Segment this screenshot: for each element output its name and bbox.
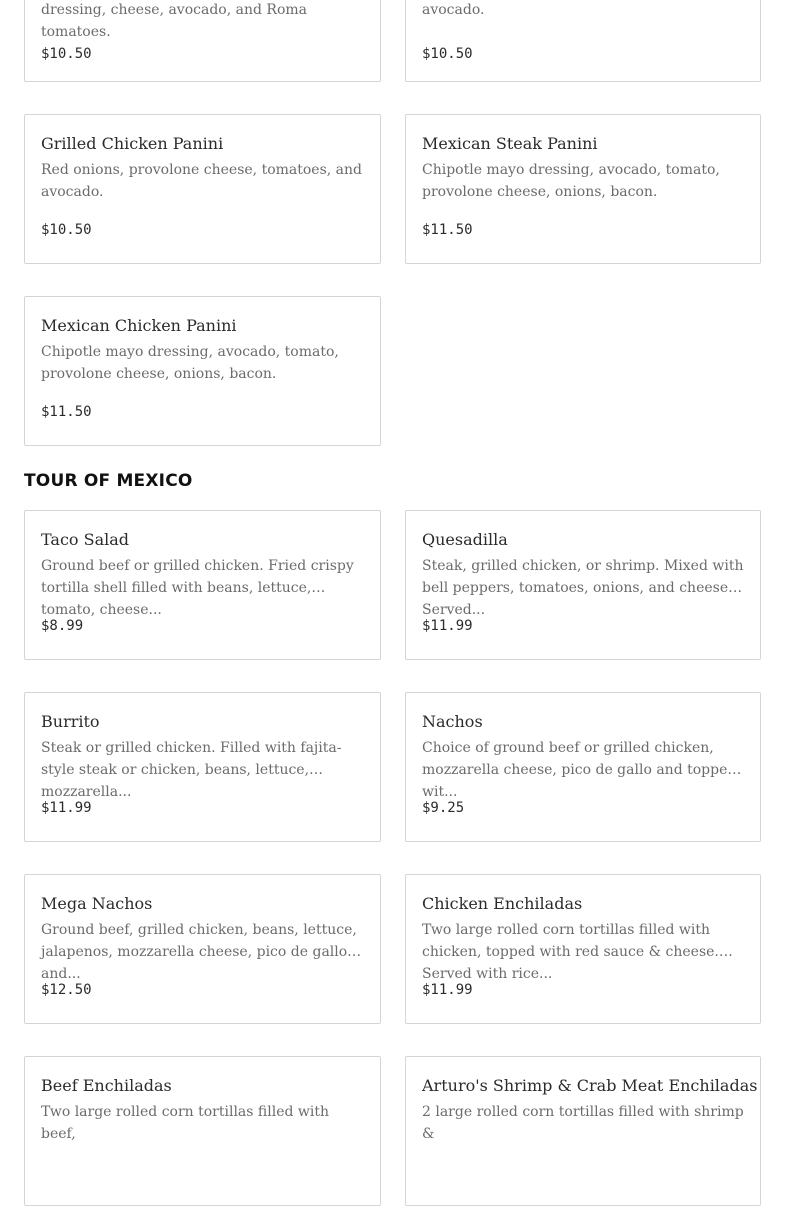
- menu-item-card[interactable]: [24, 114, 381, 264]
- menu-item-description: Steak, grilled chicken, or shrimp. Mixed with bell peppers, tomatoes, onions, and cheese. Served...: [422, 558, 744, 618]
- menu-item-price: $10.50: [422, 46, 473, 62]
- menu-item-price: $11.50: [422, 222, 473, 238]
- menu-item-description: Choice of ground beef or grilled chicken, mozzarella cheese, pico de gallo and topped wit...: [422, 740, 737, 800]
- menu-item-price: $10.50: [41, 222, 92, 238]
- menu-item-card[interactable]: [24, 692, 381, 842]
- menu-item-price: $11.99: [41, 800, 92, 816]
- menu-item-name: Grilled Chicken Panini: [41, 134, 224, 153]
- menu-item-name: Mexican Chicken Panini: [41, 316, 237, 335]
- menu-item-card[interactable]: [24, 296, 381, 446]
- menu-item-price: $8.99: [41, 618, 84, 634]
- menu-item-name: Burrito: [41, 712, 100, 731]
- menu-item-name: Mexican Steak Panini: [422, 134, 598, 153]
- menu-item-description: avocado.: [422, 2, 485, 18]
- menu-item-description: Two large rolled corn tortillas filled with beef,: [41, 1104, 329, 1142]
- menu-item-card[interactable]: [24, 1056, 381, 1206]
- menu-item-name: Chicken Enchiladas: [422, 894, 583, 913]
- menu-item-card[interactable]: [405, 692, 761, 842]
- menu-item-card[interactable]: [24, 874, 381, 1024]
- menu-item-description: Ground beef, grilled chicken, beans, lettuce, jalapenos, mozzarella cheese, pico de gallo, and...: [41, 922, 357, 982]
- menu-item-price: $11.99: [422, 618, 473, 634]
- menu-item-description: Two large rolled corn tortillas filled with chicken, topped with red sauce & cheese. Served with rice...: [422, 922, 719, 982]
- menu-item-card[interactable]: [405, 874, 761, 1024]
- menu-item-card[interactable]: [405, 114, 761, 264]
- menu-item-name: Beef Enchiladas: [41, 1076, 172, 1095]
- menu-item-description: dressing, cheese, avocado, and Roma tomatoes.: [41, 2, 307, 40]
- menu-item-card[interactable]: [24, 510, 381, 660]
- section-title: TOUR OF MEXICO: [24, 471, 193, 491]
- menu-item-price: $12.50: [41, 982, 92, 998]
- menu-item-price: $11.50: [41, 404, 92, 420]
- menu-item-name: Taco Salad: [41, 530, 130, 549]
- menu-item-price: $11.99: [422, 982, 473, 998]
- menu-item-description: Steak or grilled chicken. Filled with fajita-style steak or chicken, beans, lettuce, mozzarella...: [41, 740, 342, 800]
- menu-item-card[interactable]: [405, 0, 761, 82]
- menu-item-card[interactable]: [24, 0, 381, 82]
- menu-item-description: Ground beef or grilled chicken. Fried crispy tortilla shell filled with beans, lettuce, tomato, cheese...: [41, 558, 354, 618]
- menu-item-description: Chipotle mayo dressing, avocado, tomato, provolone cheese, onions, bacon.: [41, 344, 339, 382]
- menu-item-price: $9.25: [422, 800, 465, 816]
- menu-item-name: Mega Nachos: [41, 894, 153, 913]
- menu-item-price: $10.50: [41, 46, 92, 62]
- menu-item-name: Nachos: [422, 712, 483, 731]
- menu-item-description: 2 large rolled corn tortillas filled with shrimp &: [422, 1104, 744, 1142]
- menu-item-description: Red onions, provolone cheese, tomatoes, and avocado.: [41, 162, 362, 200]
- menu-item-name: Quesadilla: [422, 530, 508, 549]
- menu-item-description: Chipotle mayo dressing, avocado, tomato, provolone cheese, onions, bacon.: [422, 162, 720, 200]
- menu-item-card[interactable]: [405, 510, 761, 660]
- menu-item-name: Arturo's Shrimp & Crab Meat Enchiladas: [422, 1076, 758, 1095]
- menu-item-card[interactable]: [405, 1056, 761, 1206]
